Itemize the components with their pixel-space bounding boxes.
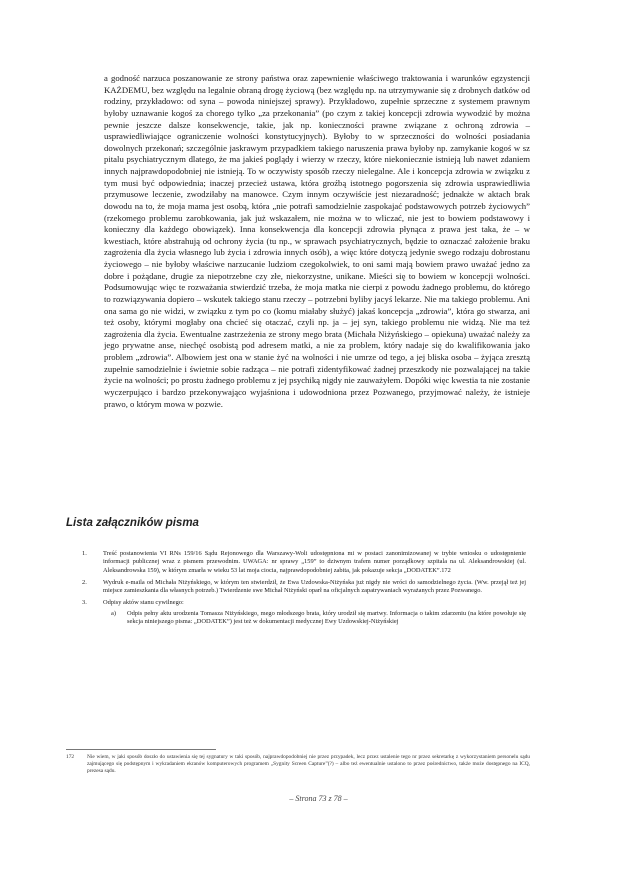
body-paragraph: a godność narzuca poszanowanie ze strony państwa oraz zapewnienie właściwego traktowania i warunków egzystencji KAŻDEMU, bez względu na legalnie obraną drogę życiową (bez względu np. na utrzymywanie się z drobnych datków od rodziny, przykładowo: od syna – powoda niniejszej sprawy). Przykładowo, zupełnie sprzeczne z systemem prawnym byłoby uznawanie kogoś za chorego tylko „za przekonania” (po czym z takiej koncepcji zdrowia wywodzić by można pewnie jeszcze dalsze konsekwencje, takie, jak np. konieczności prawne związane z ochroną zdrowia – usprawiedliwiające ograniczenie wolności konstytucyjnych). Byłoby to w sprzeczności do wolności posiadania dowolnych przekonań; szczególnie jaskrawym przypadkiem takiego naruszenia prawa byłoby np. zamykanie kogoś w sz pitalu psychiatrycznym dlatego, że ma jakieś poglądy i wierzy w rzeczy, które niekoniecznie istnieją lub nawet zdaniem innych najprawdopodobniej nie istnieją. To w oczywisty sposób rzeczy nielegalne. Ale i koncepcja zdrowia w związku z tym musi być odpowiednia; inaczej przecież ustawa, która groźbą istotnego pogorszenia się zdrowia usprawiedliwia przymusowe leczenie, zwodziłaby na manowce. Czym innym oczywiście jest niezaradność; jednakże w aktach brak dowodu na to, że moja mama jest osobą, która „nie potrafi samodzielnie zaspokajać podstawowych potrzeb życiowych” (rzekomego problemu zarobkowania, jak już wskazałem, nie można w to wliczać, nie jest to bowiem podstawowy i konieczny dla każdego obowiązek). Inna konsekwencja dla koncepcji zdrowia płynąca z prawa jest taka, że – w kwestiach, które abstrahują od ochrony życia (tu np., w sprawach psychiatrycznych, będzie to oznaczać założenie braku zagrożenia dla życia własnego lub życia i zdrowia innych osób), a więc które dotyczą jedynie swego rodzaju dobrostanu życiowego – nie byłoby właściwe narzucanie ludziom czegokolwiek, to oni sami mają bowiem prawo uważać jedno za dobre i pożądane, drugie za niepotrzebne czy złe, niekorzystne, unikane. Mieści się to bowiem w koncepcji wolności. Podsumowując więc te rozważania stwierdzić trzeba, że moja matka nie cierpi z powodu żadnego problemu, do którego to rozwiązywania dopiero – wskutek takiego stanu rzeczy – potrzebni byliby jacyś lekarze. Nie ma takiego problemu. Ani ona sama go nie widzi, w związku z tym po co (komu miałaby służyć) jakaś koncepcja „zdrowia”, która go stwarza, ani też osoby, którymi mogłaby ona chcieć się otaczać, czyli np. ja – jej syn, takiego problemu nie widzą. Nie ma też zagrożenia dla życia. Ewentualne zastrzeżenia ze strony mego brata (Michała Niżyńskiego – opiekuna) uważać należy za jego prywatne anse, niechęć osobistą pod adresem matki, a nie za problem, który nadaje się do kwalifikowania jako problem „zdrowia”. Albowiem jest ona w stanie żyć na wolności i nie umrze od tego, a jej bliska osoba – żyjąca zresztą zupełnie samodzielnie i świetnie sobie radząca – nie potrafi zidentyfikować żadnej przeszkody nie pozwalającej na takie życie na wolności; po prostu żadnego problemu z jej psychiką nigdy nie zauważyłem. Dopóki więc kwestia ta nie zostanie wyczerpująco i bardzo przekonywająco wyjaśniona i udowodniona przez Pozwanego, przyjmować należy, że istnieje prawo, o którym mowa w pozwie. <box>104 73 530 409</box>
footnote-number: 172 <box>66 754 75 760</box>
attachment-number: 3. <box>82 599 87 607</box>
subitem-text: Odpis pełny aktu urodzenia Tomasza Niżyńskiego, mego młodszego brata, który urodził się martwy. Informacja o takim zdarzeniu (na które powołuje się sekcja niniejszego pisma: „DODATEK”) jest też w dokumentacji medycznej Ewy Uzdowskiej-Niżyńskiej <box>127 609 526 626</box>
attachment-item <box>80 579 526 596</box>
footnote <box>66 754 530 776</box>
attachment-item <box>80 599 526 626</box>
body-text <box>104 73 530 410</box>
footnote-text: Nie wiem, w jaki sposób doszło do ustawienia się tej sygnatury w taki sposób, najprawdopodobniej nie przez przypadek, lecz przez ustalenie tego nr przez sekretarkę z wykorzystaniem personelu sądu zajmującego się podstępnym i wykradaniem ekranów komputerowych programem „Sygnity Screen Capture”(?) – albo też ewentualnie ustalono to przez pośrednictwo, także może dostępnego na ICQ, prezesa sądu. <box>87 754 530 775</box>
attachment-item <box>80 550 526 575</box>
attachment-text: Wydruk e-maila od Michała Niżyńskiego, w którym ten stwierdził, że Ewa Uzdowska-Niżyńska już nigdy nie wróci do samodzielnego życia. (Ww. przejął też jej miejsce zamieszkania dla własnych potrzeb.) Twierdzenie swe Michał Niżyński oparł na oficjalnych zapatrywaniach wyrażanych przez Pozwanego. <box>103 578 526 595</box>
attachment-text: Treść postanowienia VI RNs 159/16 Sądu Rejonowego dla Warszawy-Woli udostępniona mi w postaci zanonimizowanej w trybie wniosku o udostępnienie informacji publicznej wraz z pismem przewodnim. UWAGA: nr sprawy „159” to dziwnym trafem numer porządkowy szpitala na ul. Aleksandrowskiej (ul. Aleksandrowska 159), w którym zmarła w wieku 53 lat moja ciocia, najprawdopodobniej zabita, jak pokazuje sekcja „DODATEK”.172 <box>103 550 526 574</box>
page-number: – Strona 73 z 78 – <box>289 794 348 803</box>
attachments-list <box>80 550 526 630</box>
attachment-number: 2. <box>82 578 87 586</box>
attachment-text: Odpisy aktów stanu cywilnego: <box>103 599 184 607</box>
subitem-label: a) <box>111 609 116 617</box>
attachment-subitem <box>103 610 526 627</box>
attachment-number: 1. <box>82 550 87 557</box>
footnote-divider <box>66 749 216 750</box>
attachments-heading: Lista załączników pisma <box>66 517 199 529</box>
